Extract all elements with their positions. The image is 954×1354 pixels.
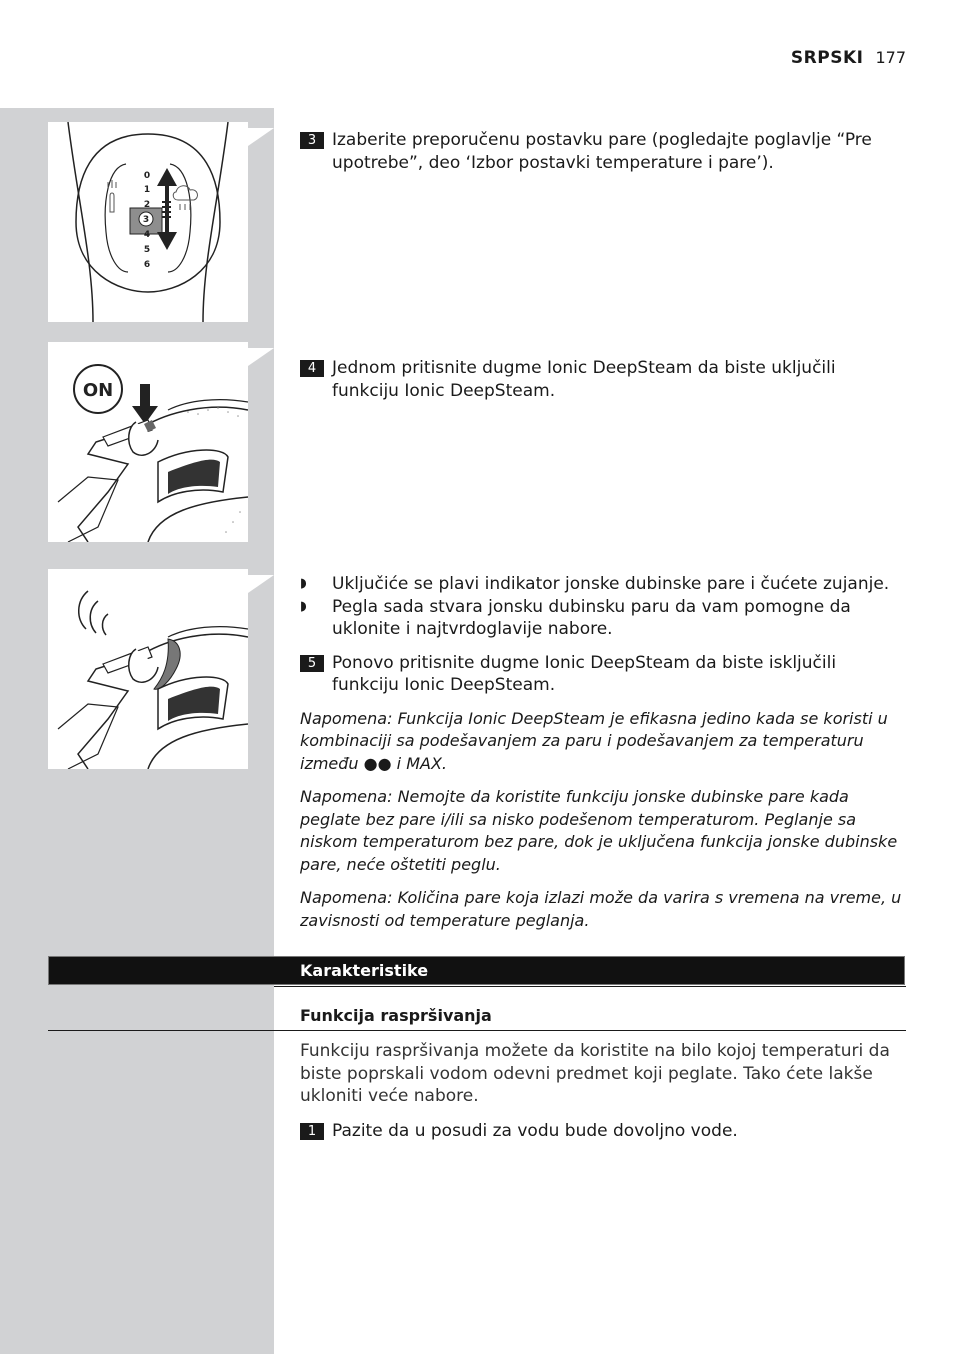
down-arrow-icon: [132, 384, 158, 424]
figure-pointer: [248, 575, 274, 593]
section-header: [48, 956, 905, 985]
ionic-button-press-illustration: [48, 342, 248, 542]
step-number: 3: [300, 132, 324, 149]
divider: [48, 1030, 906, 1031]
step-4: [300, 357, 906, 402]
figure-pointer: [248, 348, 274, 366]
note: Napomena: Nemojte da koristite funkciju jonske dubinske pare kada peglate bez pare i/ili sa nisko podešenom temperaturom. Peglanje sa niskom temperaturom bez pare, dok je uključena funkcija jonske dubinske pare, neće oštetiti peglu.: [300, 787, 898, 874]
dial-number-5: 5: [143, 245, 151, 255]
dial-number-4: 4: [143, 230, 151, 240]
language-label: SRPSKI: [790, 48, 864, 68]
on-label: ON: [82, 380, 114, 401]
list-item: [300, 573, 906, 596]
subsection-paragraph: Funkciju raspršivanja možete da koristite na bilo kojoj temperaturi da biste poprskali vodom odevni predmet koji peglate. Tako ćete lakše ukloniti veće nabore.: [300, 1041, 890, 1106]
list-item: [300, 596, 906, 641]
step-text: Pazite da u posudi za vodu bude dovoljno vode.: [332, 1121, 738, 1141]
step-number: 4: [300, 360, 324, 377]
step-5: [300, 652, 906, 697]
bullet-icon: ◗: [300, 598, 307, 614]
bullet-text: Uključiće se plavi indikator jonske dubinske pare i čućete zujanje.: [332, 574, 890, 594]
step-text: Jednom pritisnite dugme Ionic DeepSteam da biste uključili funkciju Ionic DeepSteam.: [332, 358, 836, 401]
steam-dial-illustration: [48, 122, 248, 322]
step-number: 5: [300, 655, 324, 672]
section-title: Karakteristike: [300, 961, 429, 980]
sound-waves-icon: [79, 591, 108, 635]
subsection-title: Funkcija raspršivanja: [300, 1006, 492, 1025]
step-text: Ponovo pritisnite dugme Ionic DeepSteam da biste isključili funkciju Ionic DeepSteam.: [332, 652, 837, 695]
dial-number-1: 1: [143, 185, 151, 195]
bullet-text: Pegla sada stvara jonsku dubinsku paru da vam pomogne da uklonite i najtvrdoglavije nabore.: [332, 596, 851, 639]
bullet-icon: ◗: [300, 576, 307, 591]
step-1: [300, 1120, 906, 1143]
note: Napomena: Količina pare koja izlazi može da varira s vremena na vreme, u zavisnosti od temperature peglanja.: [300, 888, 902, 930]
figure-pointer: [248, 128, 274, 146]
step-text: Izaberite preporučenu postavku pare (pogledajte poglavlje “Pre upotrebe”, deo ‘Izbor postavki temperature i pare’).: [332, 130, 872, 173]
page-header: [791, 48, 906, 68]
dial-number-3: 3: [142, 215, 150, 225]
dial-number-0: 0: [143, 171, 151, 181]
page-number: 177: [875, 48, 906, 67]
step-number: 1: [300, 1123, 324, 1140]
divider: [274, 986, 906, 987]
dial-number-6: 6: [143, 260, 151, 270]
dial-number-2: 2: [143, 200, 151, 210]
step-3: [300, 129, 906, 174]
ionic-indicator-illustration: [48, 569, 248, 769]
results-block: [300, 573, 906, 932]
note: Napomena: Funkcija Ionic DeepSteam je efikasna jedino kada se koristi u kombinaciji sa podešavanjem za paru i podešavanjem za temperaturu između ●● i MAX.: [300, 708, 888, 773]
